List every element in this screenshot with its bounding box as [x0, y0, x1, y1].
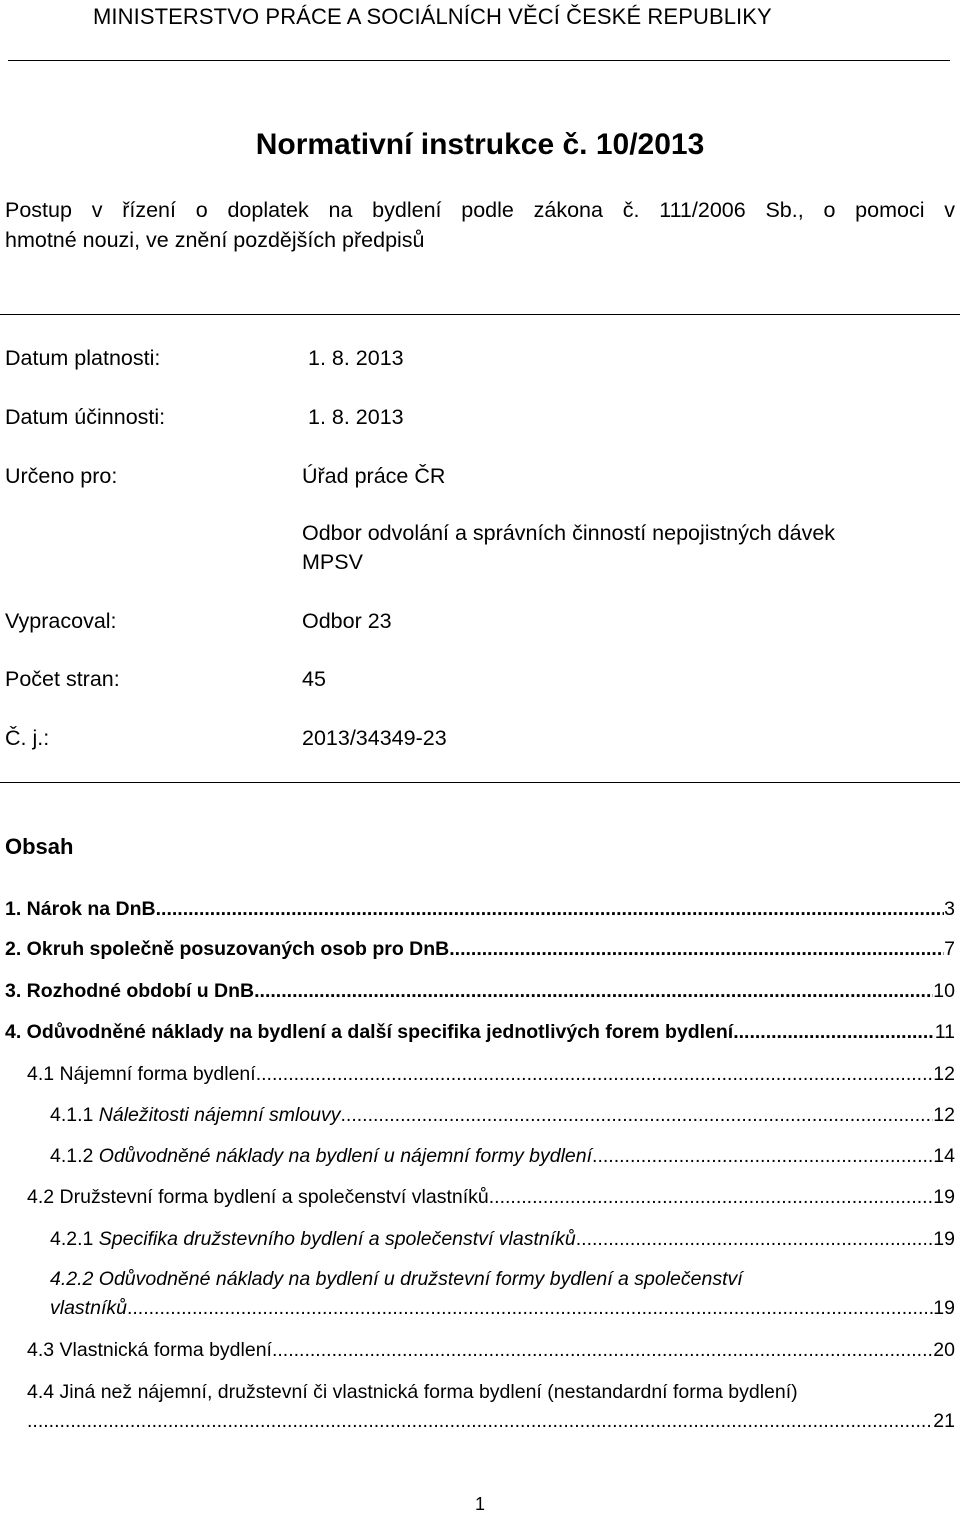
toc-entry[interactable]	[5, 898, 955, 921]
toc-entry-page: 12	[933, 1104, 955, 1126]
urceno-value-1: Úřad práce ČR	[302, 464, 446, 488]
toc-entry-page: 19	[933, 1186, 955, 1208]
toc-entry-page: 12	[933, 1063, 955, 1085]
toc-entry-page: 11	[934, 1021, 955, 1043]
urceno-value-2-line2: MPSV	[302, 550, 363, 574]
toc-entry[interactable]	[5, 980, 955, 1003]
toc-entry-page: 7	[944, 938, 955, 960]
meta-top-divider	[0, 314, 960, 315]
toc-entry[interactable]	[5, 938, 955, 961]
urceno-value-2-line1: Odbor odvolání a správních činností nepojistných dávek	[302, 521, 836, 545]
ucinnost-label: Datum účinnosti:	[5, 405, 166, 429]
platnost-label: Datum platnosti:	[5, 346, 161, 370]
cislo-jednaci-value: 2013/34349-23	[302, 726, 447, 750]
toc-entry-page: 21	[933, 1410, 955, 1432]
toc-entry-title: Specifika družstevního bydlení a společenství vlastníků	[98, 1228, 576, 1250]
toc-entry-label: 4.1 Nájemní forma bydlení	[27, 1063, 256, 1085]
vypracoval-value: Odbor 23	[302, 609, 392, 633]
toc-entry-label-line1: 4.2.2 Odůvodněné náklady na bydlení u družstevní formy bydlení a společenství	[50, 1268, 743, 1290]
toc-entry-number: 4.2.1	[50, 1228, 99, 1250]
pocet-stran-label: Počet stran:	[5, 667, 120, 691]
vypracoval-label: Vypracoval:	[5, 609, 117, 633]
toc-entry-label-line1: 4.4 Jiná než nájemní, družstevní či vlastnická forma bydlení (nestandardní forma bydlení)	[27, 1381, 798, 1403]
page-number: 1	[474, 1494, 485, 1514]
cislo-jednaci-label: Č. j.:	[5, 726, 50, 750]
pocet-stran-value: 45	[302, 667, 326, 691]
toc-entry-label-line2: vlastníků	[50, 1297, 127, 1319]
toc-entry[interactable]	[27, 1410, 955, 1433]
meta-bottom-divider	[0, 782, 960, 783]
toc-entry-number: 4.1.2	[50, 1145, 99, 1167]
toc-entry-label: 4.3 Vlastnická forma bydlení	[27, 1339, 272, 1361]
toc-entry-label	[50, 1104, 340, 1127]
toc-entry-label	[50, 1145, 592, 1168]
toc-entry-page: 19	[933, 1228, 955, 1250]
toc-entry-page: 3	[944, 898, 955, 920]
header-divider	[8, 60, 950, 61]
toc-entry-label	[50, 1228, 576, 1251]
document-title: Normativní instrukce č. 10/2013	[255, 128, 705, 161]
ministry-header: MINISTERSTVO PRÁCE A SOCIÁLNÍCH VĚCÍ ČESKÉ REPUBLIKY	[93, 4, 772, 29]
toc-entry-label: 3. Rozhodné období u DnB	[5, 980, 255, 1002]
ucinnost-value: 1. 8. 2013	[308, 405, 404, 429]
toc-entry-page: 10	[933, 980, 955, 1002]
platnost-value: 1. 8. 2013	[308, 346, 404, 370]
toc-entry[interactable]	[27, 1063, 955, 1086]
document-subtitle-line2: hmotné nouzi, ve znění pozdějších předpisů	[5, 228, 425, 252]
toc-entry-label: 4. Odůvodněné náklady na bydlení a další specifika jednotlivých forem bydlení	[5, 1021, 734, 1043]
toc-entry[interactable]	[5, 1021, 955, 1044]
toc-entry-label: 1. Nárok na DnB	[5, 898, 156, 920]
toc-entry[interactable]	[50, 1297, 955, 1320]
urceno-label: Určeno pro:	[5, 464, 118, 488]
toc-entry[interactable]	[50, 1104, 955, 1127]
toc-entry-page: 14	[933, 1145, 955, 1167]
toc-entry-label: 2. Okruh společně posuzovaných osob pro DnB	[5, 938, 450, 960]
toc-entry[interactable]	[27, 1339, 955, 1362]
toc-entry-label: 4.2 Družstevní forma bydlení a společenství vlastníků	[27, 1186, 489, 1208]
toc-entry-page: 19	[933, 1297, 955, 1319]
toc-heading: Obsah	[5, 834, 74, 859]
toc-entry-number: 4.1.1	[50, 1104, 99, 1126]
toc-entry-title: Náležitosti nájemní smlouvy	[98, 1104, 341, 1126]
toc-entry[interactable]	[50, 1228, 955, 1251]
toc-entry[interactable]	[27, 1186, 955, 1209]
document-subtitle-line1: Postup v řízení o doplatek na bydlení podle zákona č. 111/2006 Sb., o pomoci v	[5, 198, 955, 222]
toc-entry-page: 20	[933, 1339, 955, 1361]
toc-entry-title: Odůvodněné náklady na bydlení u nájemní formy bydlení	[98, 1145, 593, 1167]
toc-entry[interactable]	[50, 1145, 955, 1168]
